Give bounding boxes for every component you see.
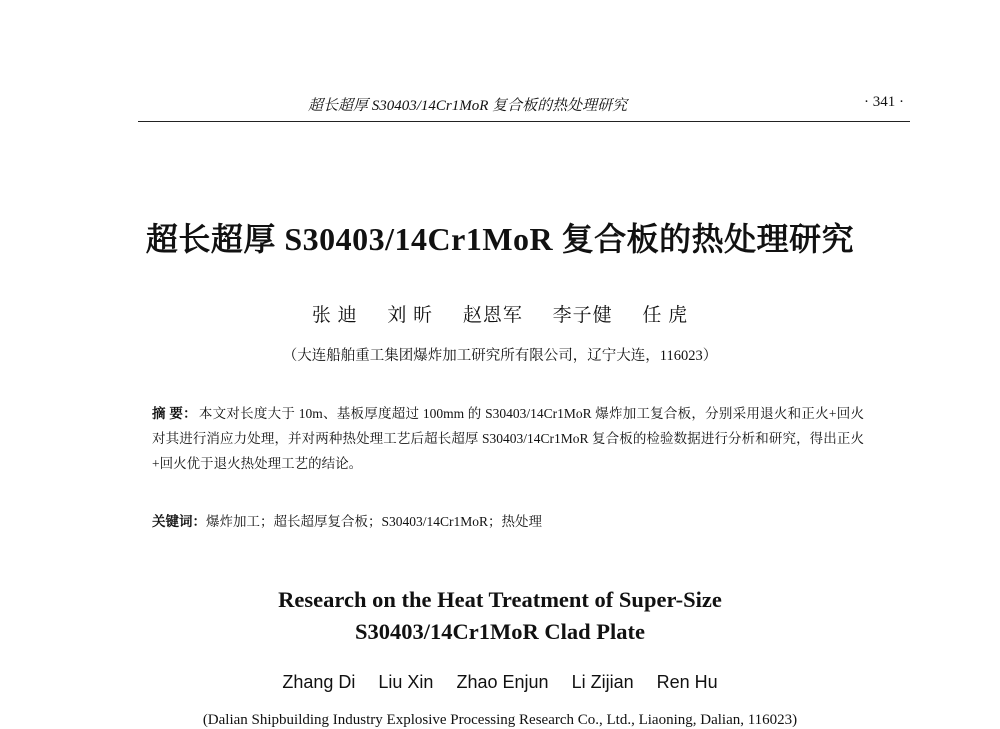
affiliation-en: (Dalian Shipbuilding Industry Explosive Processing Research Co., Ltd., Liaoning, Dalian, 116023) [202, 712, 798, 728]
author-cn: 赵恩军 [462, 305, 523, 326]
author-en: Liu Xin [378, 672, 434, 692]
paper-title-en [0, 584, 1000, 648]
abstract-label: 摘 要： [152, 406, 197, 421]
paper-title-cn: 超长超厚 S30403/14Cr1MoR 复合板的热处理研究 [145, 221, 855, 257]
keywords [152, 511, 864, 533]
author-en: Li Zijian [571, 672, 634, 692]
header-rule [138, 121, 910, 122]
abstract-text: 本文对长度大于 10m、基板厚度超过 100mm 的 S30403/14Cr1MoR 爆炸加工复合板，分别采用退火和正火+回火对其进行消应力处理，并对两种热处理工艺后超长超厚 S30403/14Cr1MoR 复合板的检验数据进行分析和研究，得出正火+回火优于退火热处理工艺的结论。 [152, 406, 865, 471]
page-number: · 341 · [864, 94, 904, 110]
author-cn: 张 迪 [311, 305, 358, 326]
author-cn: 任 虎 [642, 305, 689, 326]
affiliation-cn: （大连船舶重工集团爆炸加工研究所有限公司，辽宁大连，116023） [282, 348, 718, 364]
author-en: Zhang Di [282, 672, 356, 692]
keywords-text: 爆炸加工；超长超厚复合板；S30403/14Cr1MoR；热处理 [206, 514, 543, 529]
keywords-label: 关键词： [152, 514, 206, 529]
author-en: Zhao Enjun [456, 672, 549, 692]
paper-title-en-line-2: S30403/14Cr1MoR Clad Plate [355, 619, 645, 644]
abstract [152, 401, 864, 476]
authors-en [0, 672, 1000, 693]
author-cn: 刘 昕 [387, 305, 434, 326]
author-en: Ren Hu [656, 672, 718, 692]
authors-cn [0, 300, 1000, 327]
running-header [138, 92, 908, 118]
author-cn: 李子健 [552, 305, 613, 326]
paper-title-en-line-1: Research on the Heat Treatment of Super-Size [278, 587, 722, 612]
running-header-title: 超长超厚 S30403/14Cr1MoR 复合板的热处理研究 [308, 98, 628, 114]
